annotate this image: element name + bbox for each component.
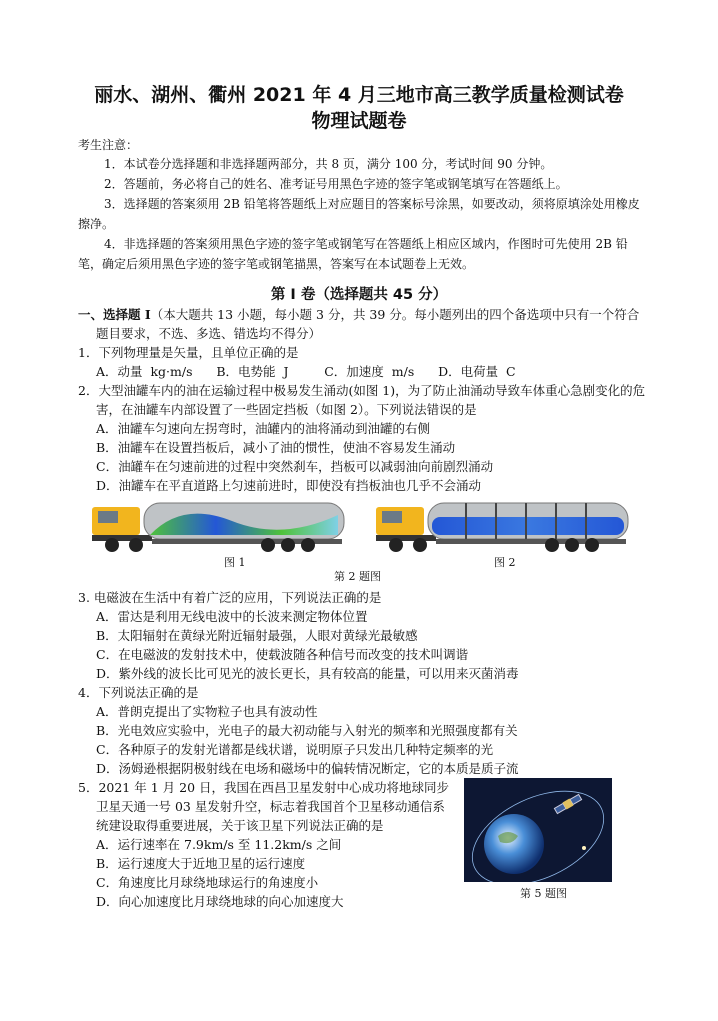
notice-item-4: 4．非选择题的答案须用黑色字迹的签字笔或钢笔写在答题纸上相应区域内，作图时可先使用 2B 铅笔，确定后须用黑色字迹的签字笔或钢笔描黑，答案写在本试题卷上无效。: [78, 237, 628, 271]
q5-option-c: C．角速度比月球绕地球运行的角速度小: [96, 875, 319, 890]
q3-stem: 3. 电磁波在生活中有着广泛的应用，下列说法正确的是: [78, 590, 382, 605]
question-3: [78, 588, 650, 683]
exam-subtitle: 物理试题卷: [311, 110, 407, 132]
section-heading-rest: （本大题共 13 小题，每小题 3 分，共 39 分。每小题列出的四个备选项中只有一个符合题目要求，不选、多选、错选均不得分）: [96, 307, 640, 341]
q3-option-d: D．紫外线的波长比可见光的波长更长，具有较高的能量，可以用来灭菌消毒: [96, 666, 519, 681]
question-1: [78, 343, 650, 381]
q3-option-a: A．雷达是利用无线电波中的长波来测定物体位置: [96, 609, 368, 624]
q5-option-b: B．运行速度大于近地卫星的运行速度: [96, 856, 306, 871]
q3-option-c: C．在电磁波的发射技术中，使载波随各种信号而改变的技术叫调谐: [96, 647, 469, 662]
notice-item-1: 1．本试卷分选择题和非选择题两部分，共 8 页，满分 100 分，考试时间 90 分钟。: [104, 157, 553, 171]
satellite-figure: [464, 778, 612, 882]
q4-option-c: C．各种原子的发射光谱都是线状谱，说明原子只发出几种特定频率的光: [96, 742, 494, 757]
q1-stem: 1．下列物理量是矢量，且单位正确的是: [78, 345, 299, 360]
notice-list: [78, 154, 648, 274]
question-4: [78, 683, 650, 778]
q5-option-a: A．运行速率在 7.9km/s 至 11.2km/s 之间: [96, 837, 342, 852]
q5-figure-caption: 第 5 题图: [520, 887, 567, 900]
q2-option-a: A．油罐车匀速向左拐弯时，油罐内的油将涌动到油罐的右侧: [96, 421, 431, 436]
notice-item-3: 3．选择题的答案须用 2B 铅笔将答题纸上对应题目的答案标号涂黑，如要改动，须将原填涂处用橡皮擦净。: [78, 197, 640, 231]
section-title: 第 I 卷（选择题共 45 分）: [270, 287, 448, 303]
q4-option-a: A．普朗克提出了实物粒子也具有波动性: [96, 704, 318, 719]
fig1-label: 图 1: [224, 556, 246, 569]
q5-stem: 5．2021 年 1 月 20 日，我国在西昌卫星发射中心成功将地球同步卫星天通一号 03 星发射升空，标志着我国首个卫星移动通信系统建设取得重要进展，关于该卫星下列说法正确的是: [78, 780, 449, 833]
q2-option-b: B．油罐车在设置挡板后，减小了油的惯性，使油不容易发生涌动: [96, 440, 456, 455]
q4-option-b: B．光电效应实验中，光电子的最大初动能与入射光的频率和光照强度都有关: [96, 723, 518, 738]
question-5: [78, 778, 450, 911]
section-heading: [78, 305, 650, 343]
fig2-label: 图 2: [494, 556, 516, 569]
q2-stem: 2．大型油罐车内的油在运输过程中极易发生涌动(如图 1)，为了防止油涌动导致车体重心急剧变化的危害，在油罐车内部设置了一些固定挡板（如图 2）。下列说法错误的是: [78, 383, 646, 417]
q2-option-c: C．油罐车在匀速前进的过程中突然刹车，挡板可以减弱油向前剧烈涌动: [96, 459, 494, 474]
exam-title: 丽水、湖州、衢州 2021 年 4 月三地市高三教学质量检测试卷: [94, 84, 624, 106]
tanker-figure-2: [376, 491, 638, 553]
question-2: [78, 381, 650, 495]
q5-option-d: D．向心加速度比月球绕地球的向心加速度大: [96, 894, 344, 909]
q2-option-d: D．油罐车在平直道路上匀速前进时，即使没有挡板油也几乎不会涌动: [96, 478, 482, 493]
section-heading-bold: 一、选择题 I: [78, 307, 151, 322]
notice-label: 考生注意：: [78, 138, 139, 152]
q2-figure-caption: 第 2 题图: [334, 570, 381, 583]
q1-options: A．动量 kg·m/s B．电势能 J C．加速度 m/s D．电荷量 C: [96, 364, 516, 379]
q4-option-d: D．汤姆逊根据阴极射线在电场和磁场中的偏转情况断定，它的本质是质子流: [96, 761, 519, 776]
notice-item-2: 2．答题前，务必将自己的姓名、准考证号用黑色字迹的签字笔或钢笔填写在答题纸上。: [104, 177, 568, 191]
q4-stem: 4．下列说法正确的是: [78, 685, 199, 700]
tanker-figure-1: [92, 491, 354, 553]
q3-option-b: B．太阳辐射在黄绿光附近辐射最强，人眼对黄绿光最敏感: [96, 628, 418, 643]
